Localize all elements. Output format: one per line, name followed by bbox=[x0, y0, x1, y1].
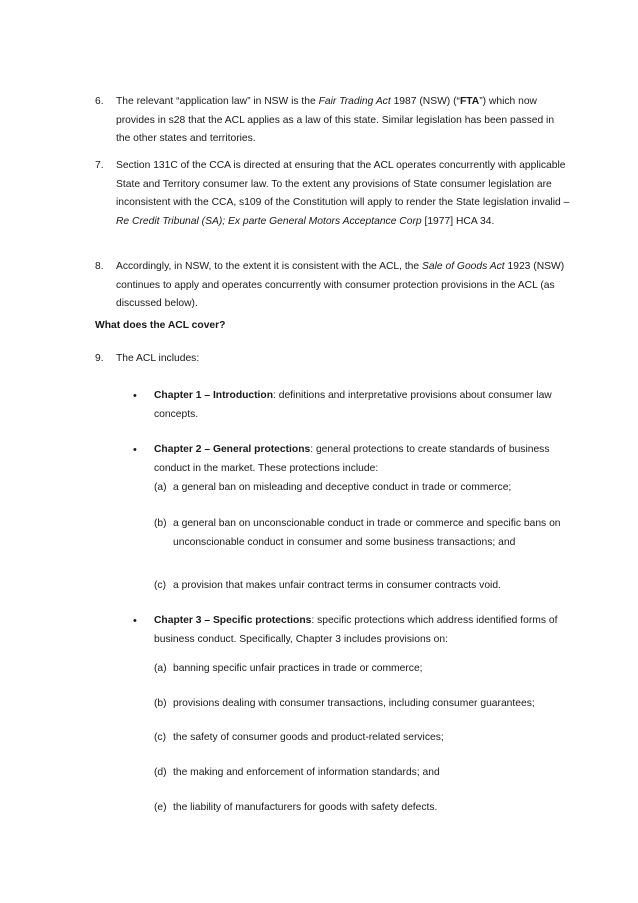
section-heading: What does the ACL cover? bbox=[95, 320, 226, 331]
list-item bbox=[154, 479, 570, 498]
text-run: ”) which now provides in s28 that the ACL applies as a law of this state. Similar legislation has been passed in the other states and territories. bbox=[116, 96, 555, 145]
paragraph-8 bbox=[95, 258, 570, 314]
bullet-icon: • bbox=[133, 444, 137, 456]
list-item bbox=[154, 577, 570, 596]
list-item-text: the safety of consumer goods and product-related services; bbox=[173, 732, 444, 743]
list-item-text: the liability of manufacturers for goods with safety defects. bbox=[173, 802, 438, 813]
list-item-text: a provision that makes unfair contract terms in consumer contracts void. bbox=[173, 580, 501, 591]
bullet-chapter-3 bbox=[133, 612, 570, 649]
list-item-text: banning specific unfair practices in trade or commerce; bbox=[173, 663, 423, 674]
list-item-label: (c) bbox=[154, 580, 167, 591]
list-item-text: provisions dealing with consumer transactions, including consumer guarantees; bbox=[173, 698, 535, 709]
text-run: [1977] HCA 34. bbox=[421, 215, 495, 227]
chapter-description: : general protections to create standards of business conduct in the market. These protections include: bbox=[154, 444, 550, 474]
paragraph-number: 6. bbox=[95, 96, 104, 107]
text-run: 1987 (NSW) (“ bbox=[390, 96, 460, 107]
bullet-chapter-2 bbox=[133, 441, 570, 478]
bullet-text bbox=[154, 612, 570, 649]
list-item-label: (a) bbox=[154, 663, 167, 674]
list-item bbox=[154, 695, 570, 714]
list-item-text: a general ban on misleading and deceptive conduct in trade or commerce; bbox=[173, 482, 512, 493]
paragraph-body: The ACL includes: bbox=[116, 353, 200, 364]
paragraph-9 bbox=[95, 350, 570, 369]
list-item bbox=[154, 764, 570, 783]
chapter-title: Chapter 1 – Introduction bbox=[154, 390, 273, 401]
chapter-description: : specific protections which address identified forms of business conduct. Specifically, Chapter 3 includes provisions on: bbox=[154, 615, 558, 645]
list-item-label: (b) bbox=[154, 698, 167, 709]
list-item bbox=[154, 799, 570, 818]
list-item-text: the making and enforcement of information standards; and bbox=[173, 767, 440, 778]
chapter-title: Chapter 3 – Specific protections bbox=[154, 615, 312, 626]
act-name: Sale of Goods Act bbox=[422, 261, 505, 272]
list-item bbox=[154, 729, 570, 748]
bullet-text bbox=[154, 387, 570, 424]
list-item bbox=[154, 660, 570, 679]
act-name: Fair Trading Act bbox=[318, 96, 391, 107]
list-item bbox=[154, 515, 570, 552]
bullet-chapter-1 bbox=[133, 387, 570, 424]
chapter-title: Chapter 2 – General protections bbox=[154, 444, 311, 455]
list-item-label: (a) bbox=[154, 482, 167, 493]
paragraph-body bbox=[116, 157, 570, 231]
list-item-label: (b) bbox=[154, 518, 167, 529]
text-run: 1923 (NSW) continues to apply and operates concurrently with consumer protection provisions in the ACL (as discussed below). bbox=[116, 261, 565, 310]
defined-term: FTA bbox=[459, 96, 480, 107]
list-item-label: (e) bbox=[154, 802, 167, 813]
text-run: Section 131C of the CCA is directed at ensuring that the ACL operates concurrently with applicable State and Territory consumer law. To the extent any provisions of State consumer legislation are inconsistent with the CCA, s109 of the Constitution will apply to render the State legislation invalid – bbox=[116, 160, 570, 209]
list-item-label: (d) bbox=[154, 767, 167, 778]
bullet-text bbox=[154, 441, 570, 478]
paragraph-number: 8. bbox=[95, 261, 104, 272]
paragraph-number: 7. bbox=[95, 160, 104, 171]
chapter-description: : definitions and interpretative provisions about consumer law concepts. bbox=[154, 390, 552, 420]
paragraph-7 bbox=[95, 157, 570, 231]
paragraph-body bbox=[116, 93, 570, 149]
text-run: The relevant “application law” in NSW is the bbox=[116, 96, 319, 107]
text-run: Accordingly, in NSW, to the extent it is consistent with the ACL, the bbox=[116, 261, 423, 272]
bullet-icon: • bbox=[133, 615, 137, 627]
paragraph-number: 9. bbox=[95, 353, 104, 364]
list-item-label: (c) bbox=[154, 732, 167, 743]
paragraph-body bbox=[116, 258, 570, 314]
list-item-text: a general ban on unconscionable conduct in trade or commerce and specific bans on unconscionable conduct in consumer and some business transactions; and bbox=[173, 518, 561, 548]
paragraph-6 bbox=[95, 93, 570, 149]
bullet-icon: • bbox=[133, 390, 137, 402]
case-citation: Re Credit Tribunal (SA); Ex parte General Motors Acceptance Corp bbox=[116, 215, 422, 227]
